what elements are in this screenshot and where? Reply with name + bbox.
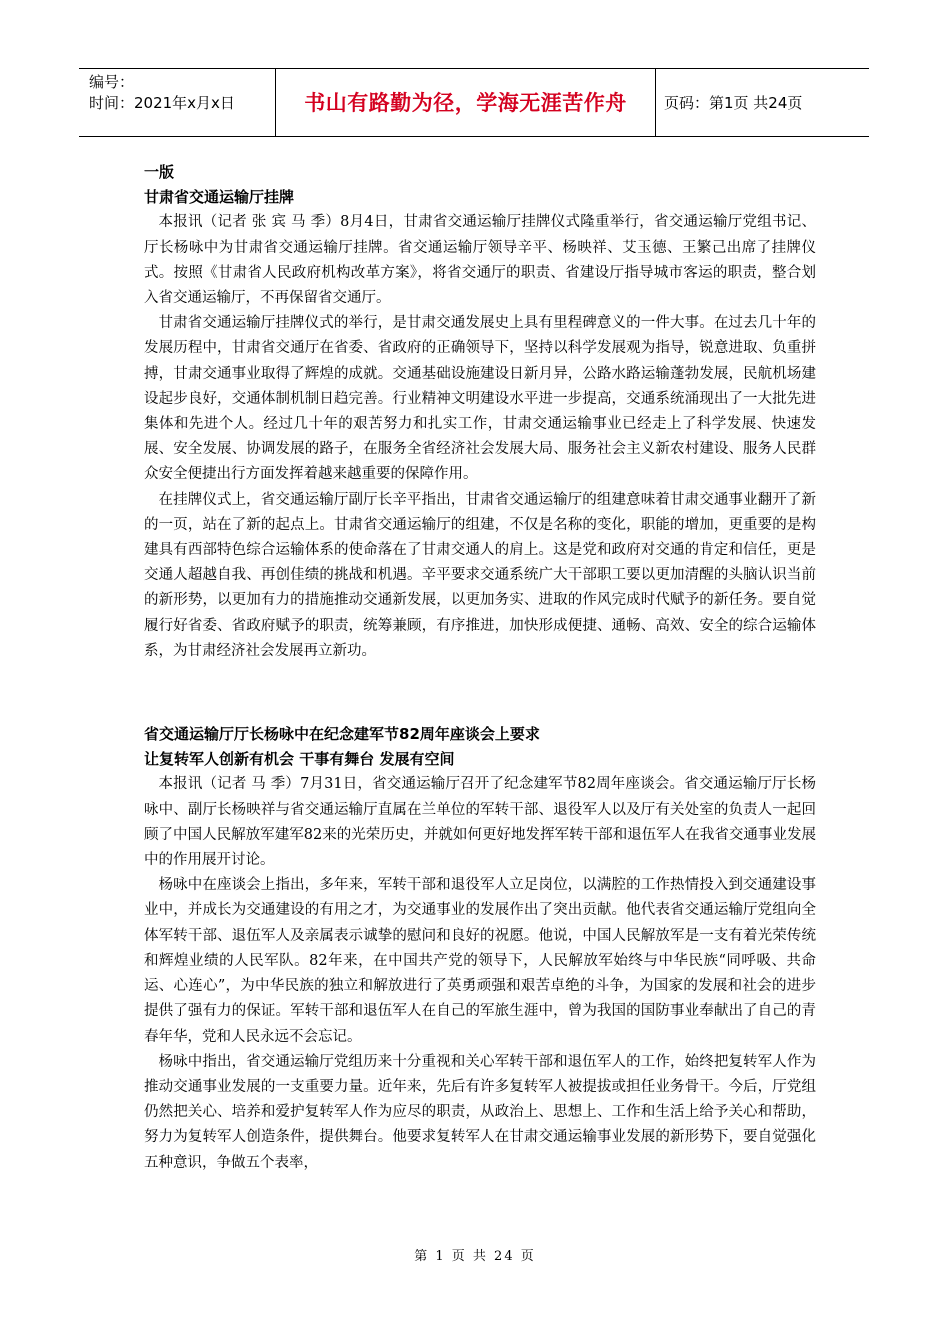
article-title: 省交通运输厅厅长杨咏中在纪念建军节82周年座谈会上要求 (144, 725, 540, 744)
article-gap (144, 664, 816, 722)
article-paragraph: 杨咏中在座谈会上指出，多年来，军转干部和退役军人立足岗位，以满腔的工作热情投入到交通建设事业中，并成长为交通建设的有用之才，为交通事业的发展作出了突出贡献。他代表省交通运输厅党组向全体军转干部、退伍军人及亲属表示诚挚的慰问和良好的祝愿。他说，中国人民解放军是一支有着光荣传统和辉煌业绩的人民军队。82年来，在中国共产党的领导下，人民解放军始终与中华民族“同呼吸、共命运、心连心”，为中华民族的独立和解放进行了英勇顽强和艰苦卓绝的斗争，为国家的发展和社会的进步提供了强有力的保证。军转干部和退伍军人在自己的军旅生涯中，曾为我国的国防事业奉献出了自己的青春年华，党和人民永远不会忘记。 (144, 877, 816, 1045)
document-body (144, 160, 816, 1176)
article-paragraph: 在挂牌仪式上，省交通运输厅副厅长辛平指出，甘肃省交通运输厅的组建意味着甘肃交通事业翻开了新的一页，站在了新的起点上。甘肃省交通运输厅的组建，不仅是名称的变化，职能的增加，更重要的是构建具有西部特色综合运输体系的使命落在了甘肃交通人的肩上。这是党和政府对交通的肯定和信任，更是交通人超越自我、再创佳绩的挑战和机遇。辛平要求交通系统广大干部职工要以更加清醒的头脑认识当前的新形势，以更加有力的措施推动交通新发展，以更加务实、进取的作风完成时代赋予的新任务。要自觉履行好省委、省政府赋予的职责，统筹兼顾，有序推进，加快形成便捷、通畅、高效、安全的综合运输体系，为甘肃经济社会发展再立新功。 (144, 491, 816, 659)
page-footer: 第 1 页 共 24 页 (414, 1249, 536, 1264)
section-label: 一版 (144, 163, 175, 181)
article-title: 甘肃省交通运输厅挂牌 (144, 188, 295, 207)
time-label: 时间：2021年x月x日 (89, 94, 235, 112)
serial-label: 编号： (89, 73, 135, 91)
article-subtitle: 让复转军人创新有机会 干事有舞台 发展有空间 (144, 750, 455, 769)
header-bottom-rule (79, 136, 869, 137)
header-divider (655, 68, 656, 136)
header-page-info: 页码：第1页 共24页 (664, 94, 803, 112)
article-paragraph: 杨咏中指出，省交通运输厅党组历来十分重视和关心军转干部和退伍军人的工作，始终把复转军人作为推动交通事业发展的一支重要力量。近年来，先后有许多复转军人被提拔或担任业务骨干。今后，厅党组仍然把关心、培养和爱护复转军人作为应尽的职责，从政治上、思想上、工作和生活上给予关心和帮助，努力为复转军人创造条件，提供舞台。他要求复转军人在甘肃交通运输事业发展的新形势下，要自觉强化五种意识，争做五个表率， (144, 1053, 816, 1171)
header-motto: 书山有路勤为径，学海无涯苦作舟 (304, 91, 627, 115)
article-paragraph: 本报讯（记者 张 宾 马 季）8月4日，甘肃省交通运输厅挂牌仪式隆重举行，省交通运输厅党组书记、厅长杨咏中为甘肃省交通运输厅挂牌。省交通运输厅领导辛平、杨映祥、艾玉德、王繁己出席了挂牌仪式。按照《甘肃省人民政府机构改革方案》，将省交通厅的职责、省建设厅指导城市客运的职责，整合划入省交通运输厅，不再保留省交通厅。 (144, 214, 816, 307)
article-paragraph: 甘肃省交通运输厅挂牌仪式的举行，是甘肃交通发展史上具有里程碑意义的一件大事。在过去几十年的发展历程中，甘肃省交通厅在省委、省政府的正确领导下，坚持以科学发展观为指导，锐意进取、负重拼搏，甘肃交通事业取得了辉煌的成就。交通基础设施建设日新月异，公路水路运输蓬勃发展，民航机场建设起步良好，交通体制机制日趋完善。行业精神文明建设水平进一步提高，交通系统涌现出了一大批先进集体和先进个人。经过几十年的艰苦努力和扎实工作，甘肃交通运输事业已经走上了科学发展、快速发展、安全发展、协调发展的路子，在服务全省经济社会发展大局、服务社会主义新农村建设、服务人民群众安全便捷出行方面发挥着越来越重要的保障作用。 (144, 315, 816, 483)
article-paragraph: 本报讯（记者 马 季）7月31日，省交通运输厅召开了纪念建军节82周年座谈会。省交通运输厅厅长杨咏中、副厅长杨映祥与省交通运输厅直属在兰单位的军转干部、退役军人以及厅有关处室的负责人一起回顾了中国人民解放军建军82来的光荣历史，并就如何更好地发挥军转干部和退伍军人在我省交通事业发展中的作用展开讨论。 (144, 776, 816, 869)
header-meta (89, 72, 274, 114)
